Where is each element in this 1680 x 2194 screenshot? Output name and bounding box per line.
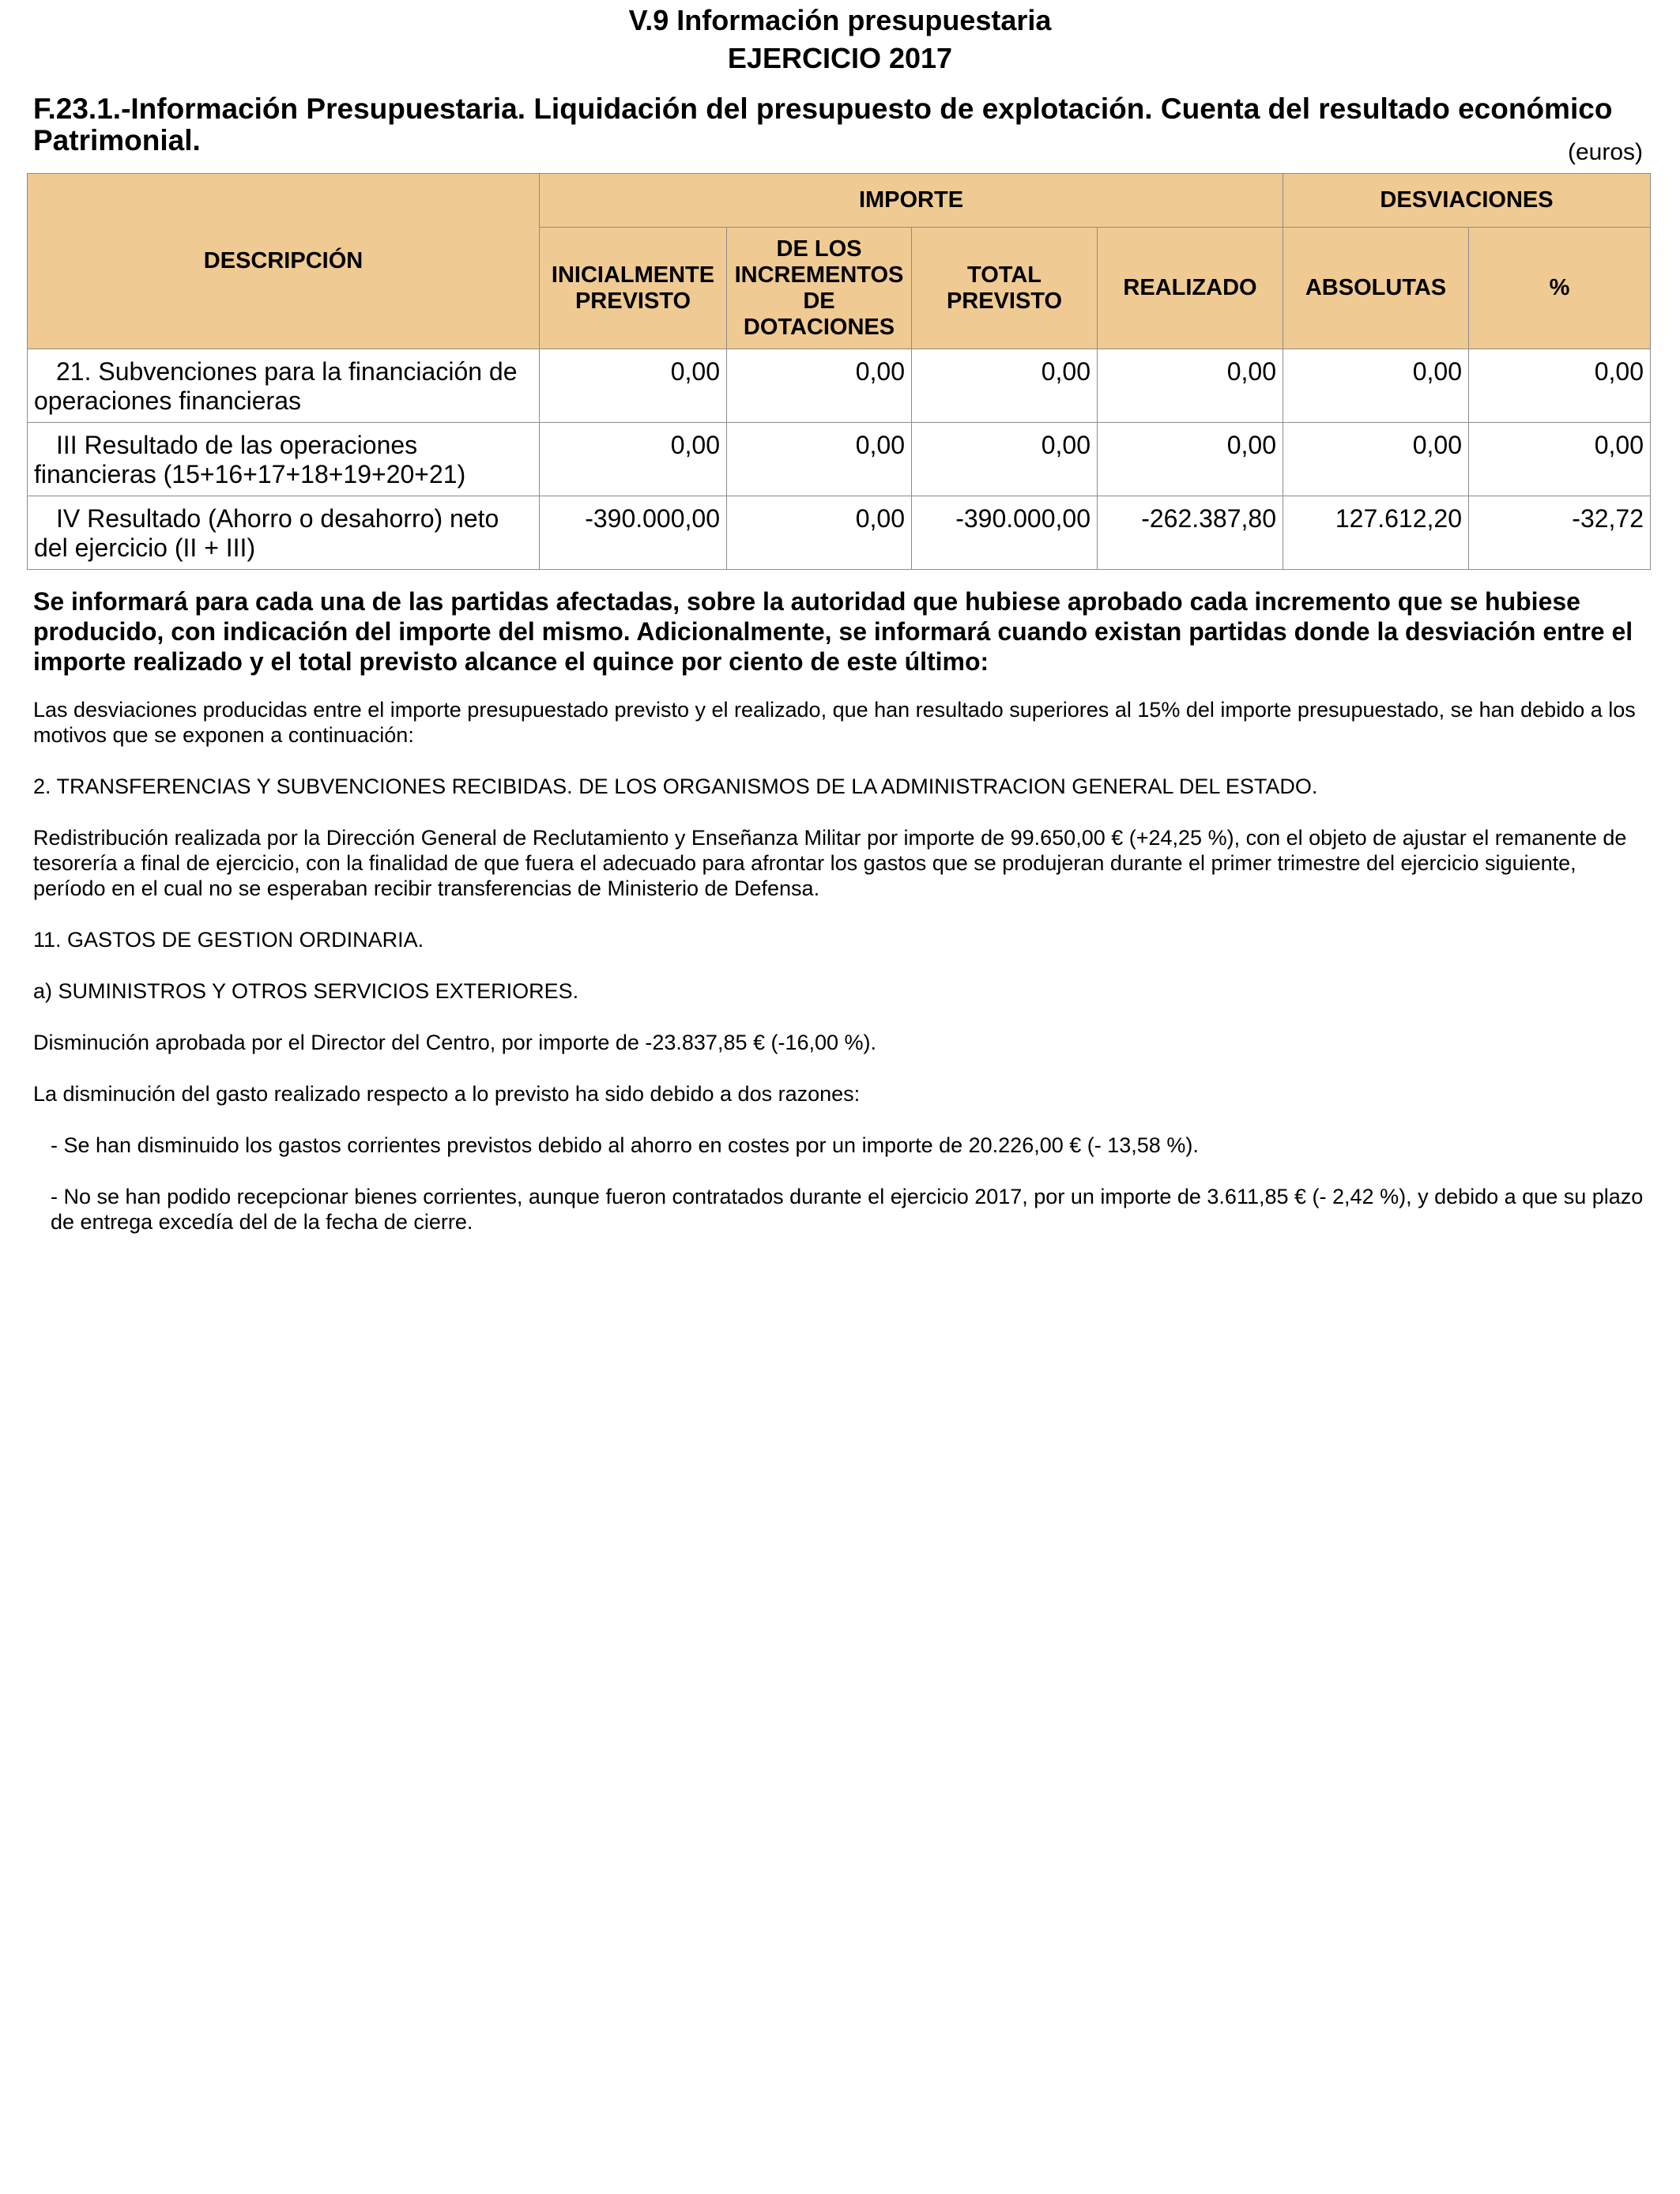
cell-value: 0,00	[540, 423, 727, 496]
cell-value: -390.000,00	[540, 496, 727, 570]
table-row	[28, 349, 1651, 423]
cell-value: 0,00	[1283, 349, 1469, 423]
section-title: V.9 Información presupuestaria	[628, 4, 1052, 36]
cell-value: -32,72	[1469, 496, 1651, 570]
row-description: IV Resultado (Ahorro o desahorro) neto del ejercicio (II + III)	[28, 496, 540, 570]
cell-value: -262.387,80	[1098, 496, 1283, 570]
header-realized: REALIZADO	[1098, 228, 1283, 349]
cell-value: 0,00	[1469, 349, 1651, 423]
cell-value: 0,00	[912, 423, 1098, 496]
note-paragraph: Las desviaciones producidas entre el importe presupuestado previsto y el realizado, que han resultado superiores al 15% del importe presupuestado, se han debido a los motivos que se exponen a continuación:	[33, 698, 1636, 747]
cell-value: 0,00	[1098, 349, 1283, 423]
note-paragraph: Disminución aprobada por el Director del Centro, por importe de -23.837,85 € (-16,00 %).	[33, 1031, 877, 1054]
header-absolute: ABSOLUTAS	[1283, 228, 1469, 349]
budget-table	[27, 173, 1651, 570]
units-label: (euros)	[1567, 139, 1643, 165]
cell-value: 0,00	[727, 349, 912, 423]
row-description: 21. Subvenciones para la financiación de operaciones financieras	[28, 349, 540, 423]
cell-value: 0,00	[1283, 423, 1469, 496]
cell-value: 0,00	[912, 349, 1098, 423]
note-bullet: - Se han disminuido los gastos corrientes previstos debido al ahorro en costes por un importe de 20.226,00 € (- 13,58 %).	[51, 1133, 1199, 1157]
cell-value: 0,00	[1469, 423, 1651, 496]
table-row	[28, 423, 1651, 496]
header-amount: IMPORTE	[540, 174, 1283, 228]
cell-value: 0,00	[727, 496, 912, 570]
header-initial-forecast: INICIALMENTE PREVISTO	[540, 228, 727, 349]
header-description: DESCRIPCIÓN	[28, 174, 540, 349]
cell-value: 0,00	[727, 423, 912, 496]
note-heading: a) SUMINISTROS Y OTROS SERVICIOS EXTERIORES.	[33, 979, 579, 1003]
cell-value: 0,00	[540, 349, 727, 423]
note-bullet: - No se han podido recepcionar bienes corrientes, aunque fueron contratados durante el ejercicio 2017, por un importe de 3.611,85 € (- 2,42 %), y debido a que su plazo de entrega excedía del de la fecha de cierre.	[51, 1185, 1644, 1234]
note-heading: 2. TRANSFERENCIAS Y SUBVENCIONES RECIBIDAS. DE LOS ORGANISMOS DE LA ADMINISTRACION GENERAL DEL ESTADO.	[33, 775, 1318, 798]
note-paragraph: Redistribución realizada por la Dirección General de Reclutamiento y Enseñanza Militar por importe de 99.650,00 € (+24,25 %), con el objeto de ajustar el remanente de tesorería a final de ejercicio, con la finalidad de que fuera el adecuado para afrontar los gastos que se produjeran durante el primer trimestre del ejercicio siguiente, período en el cual no se esperaban recibir transferencias de Ministerio de Defensa.	[33, 826, 1627, 900]
notes-section	[33, 586, 1647, 1261]
cell-value: 127.612,20	[1283, 496, 1469, 570]
cell-value: 0,00	[1098, 423, 1283, 496]
exercise-title: EJERCICIO 2017	[727, 42, 953, 74]
notes-lead: Se informará para cada una de las partidas afectadas, sobre la autoridad que hubiese aprobado cada incremento que se hubiese producido, con indicación del importe del mismo. Adicionalmente, se informará cuando existan partidas donde la desviación entre el importe realizado y el total previsto alcance el quince por ciento de este último:	[33, 587, 1633, 676]
report-title: F.23.1.-Información Presupuestaria. Liquidación del presupuesto de explotación. Cuenta del resultado económico Patrimonial.	[33, 92, 1613, 156]
header-deviations: DESVIACIONES	[1283, 174, 1651, 228]
header-total-forecast: TOTAL PREVISTO	[912, 228, 1098, 349]
header-percent: %	[1469, 228, 1651, 349]
cell-value: -390.000,00	[912, 496, 1098, 570]
note-paragraph: La disminución del gasto realizado respecto a lo previsto ha sido debido a dos razones:	[33, 1082, 861, 1106]
table-row	[28, 496, 1651, 570]
header-increments: DE LOS INCREMENTOS DE DOTACIONES	[727, 228, 912, 349]
note-heading: 11. GASTOS DE GESTION ORDINARIA.	[33, 928, 424, 952]
row-description: III Resultado de las operaciones financieras (15+16+17+18+19+20+21)	[28, 423, 540, 496]
